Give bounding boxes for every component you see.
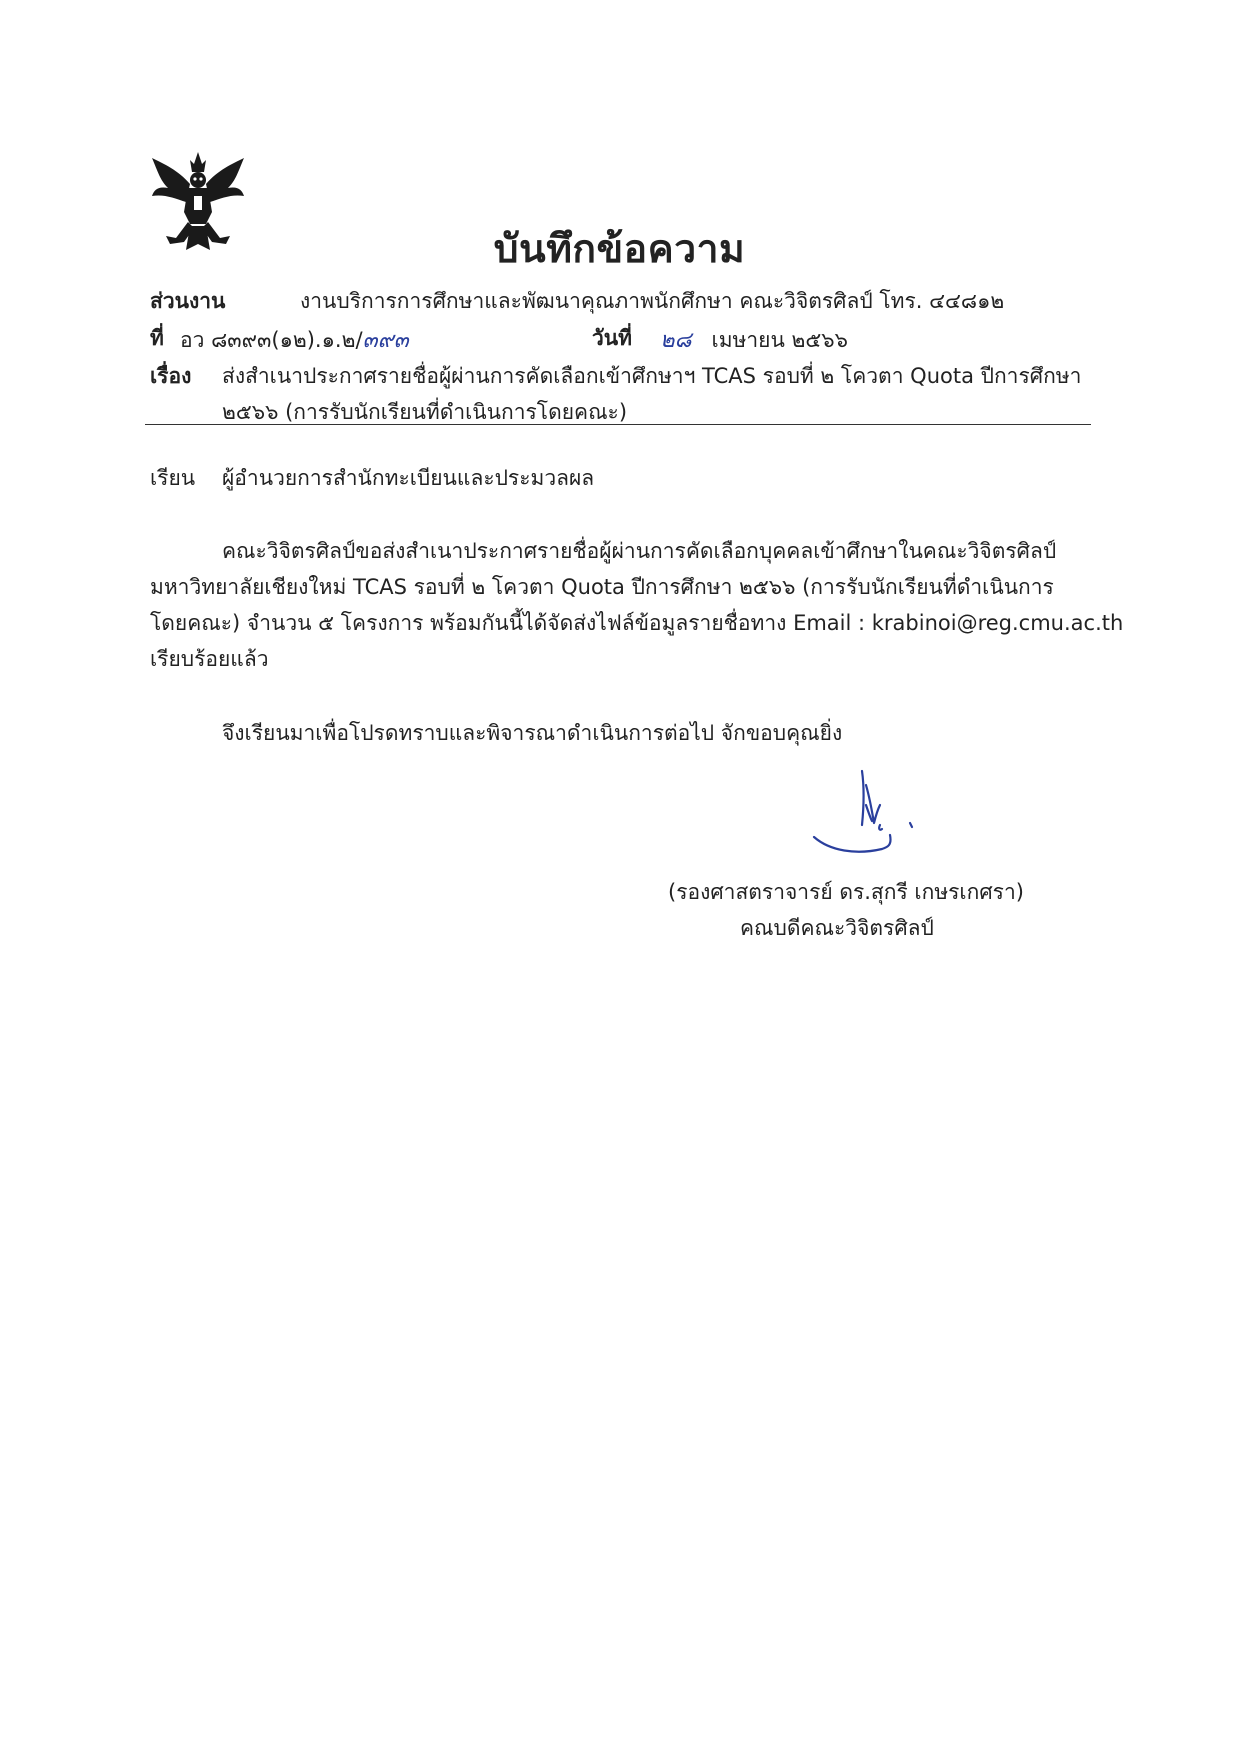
body-paragraph-line-3: โดยคณะ) จำนวน ๕ โครงการ พร้อมกันนี้ได้จัดส่งไฟล์ข้อมูลรายชื่อทาง Email : krabinoi@reg.cmu.ac.th	[150, 611, 1124, 635]
subject-line-2: ๒๕๖๖ (การรับนักเรียนที่ดำเนินการโดยคณะ)	[222, 400, 628, 424]
body-paragraph-line-2: มหาวิทยาลัยเชียงใหม่ TCAS รอบที่ ๒ โควตา Quota ปีการศึกษา ๒๕๖๖ (การรับนักเรียนที่ดำเนินการ	[150, 575, 1054, 599]
header-divider	[145, 424, 1091, 425]
memo-title: บันทึกข้อความ	[493, 227, 746, 272]
body-paragraph-line-1: คณะวิจิตรศิลป์ขอส่งสำเนาประกาศรายชื่อผู้ผ่านการคัดเลือกบุคคลเข้าศึกษาในคณะวิจิตรศิลป์	[222, 539, 1057, 563]
handwritten-signature	[810, 765, 930, 865]
ref-number-handwritten: ๓๙๓	[362, 328, 409, 353]
body-paragraph-line-4: เรียบร้อยแล้ว	[150, 647, 269, 671]
salutation-recipient: ผู้อำนวยการสำนักทะเบียนและประมวลผล	[222, 466, 595, 490]
signatory-position: คณบดีคณะวิจิตรศิลป์	[740, 916, 934, 940]
signatory-name: (รองศาสตราจารย์ ดร.สุกรี เกษรเกศรา)	[668, 880, 1024, 904]
ref-label: ที่	[150, 326, 164, 350]
date-rest: เมษายน ๒๕๖๖	[711, 328, 848, 352]
ref-prefix: อว ๘๓๙๓(๑๒).๑.๒/	[180, 328, 363, 352]
subject-line-1: ส่งสำเนาประกาศรายชื่อผู้ผ่านการคัดเลือกเข้าศึกษาฯ TCAS รอบที่ ๒ โควตา Quota ปีการศึกษา	[222, 364, 1082, 388]
date-label: วันที่	[592, 326, 632, 350]
salutation-label: เรียน	[150, 466, 196, 490]
memo-date	[660, 322, 848, 357]
subject-label: เรื่อง	[150, 364, 192, 388]
dept-label: ส่วนงาน	[150, 289, 226, 313]
dept-value: งานบริการการศึกษาและพัฒนาคุณภาพนักศึกษา คณะวิจิตรศิลป์ โทร. ๔๔๘๑๒	[300, 289, 1005, 313]
closing-paragraph: จึงเรียนมาเพื่อโปรดทราบและพิจารณาดำเนินการต่อไป จักขอบคุณยิ่ง	[222, 721, 843, 745]
ref-number	[180, 322, 409, 357]
date-day-handwritten: ๒๘	[660, 328, 692, 353]
